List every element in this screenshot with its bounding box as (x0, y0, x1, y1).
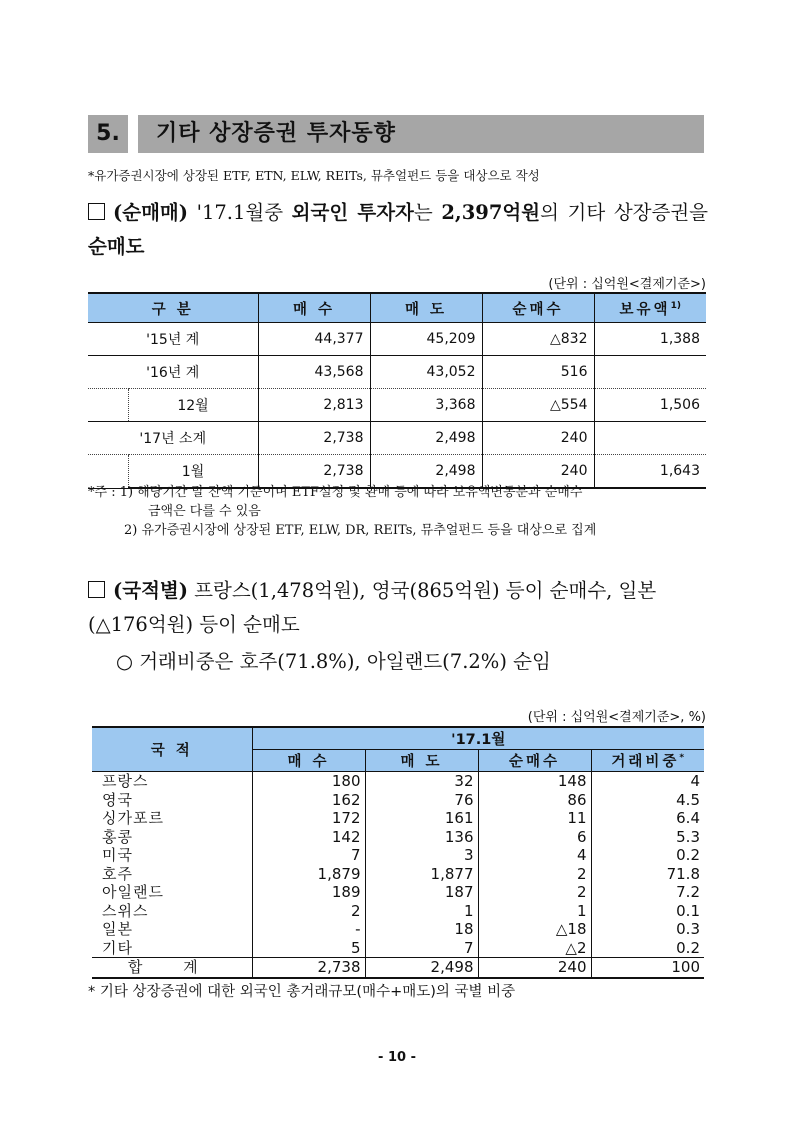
cell-sell: 32 (365, 772, 478, 791)
cell-net: 516 (482, 356, 594, 389)
cell-net: 6 (478, 828, 591, 847)
scope-note: *유가증권시장에 상장된 ETF, ETN, ELW, REITs, 뮤추얼펀드 등을 대상으로 작성 (88, 168, 540, 183)
table2-footnote: * 기타 상장증권에 대한 외국인 총거래규모(매수+매도)의 국별 비중 (88, 984, 516, 1000)
paragraph-net-trading (88, 196, 708, 264)
cell-country: 프랑스 (102, 772, 149, 791)
cell-buy: 2,813 (258, 389, 370, 422)
note-prefix: *주 : (88, 485, 120, 500)
page-number: - 10 - (378, 1050, 416, 1065)
col-header-net: 순매수 (478, 750, 591, 772)
table-row (92, 828, 704, 847)
cell-net: 148 (478, 772, 591, 791)
para1-bold-netsell: 순매도 (88, 235, 145, 258)
cell-buy: 43,568 (258, 356, 370, 389)
col-header-holdings (594, 293, 706, 323)
cell-net: 11 (478, 809, 591, 828)
table1-unit: (단위 : 십억원<결제기준>) (548, 277, 706, 292)
cell-sell: 76 (365, 791, 478, 810)
cell-country: 싱가포르 (102, 809, 164, 828)
cell-country: 일본 (102, 920, 133, 939)
cell-buy: 44,377 (258, 323, 370, 356)
cell-net: △832 (482, 323, 594, 356)
note-1-text: 1) 해당기간 말 잔액 기준이며 ETF설정 및 환매 등에 따라 보유액변동분과 순매수 (119, 485, 583, 500)
cell-net: △554 (482, 389, 594, 422)
cell-buy: 2,738 (258, 455, 370, 489)
table-row (88, 323, 706, 356)
table-row (92, 902, 704, 921)
cell-net: 240 (478, 958, 591, 978)
cell-buy: 189 (252, 883, 365, 902)
cell-country: 미국 (102, 846, 133, 865)
net-trading-table (88, 292, 706, 489)
para1-text: 는 (413, 201, 442, 224)
cell-share: 0.2 (591, 939, 704, 958)
table-row (92, 883, 704, 902)
cell-sell: 43,052 (370, 356, 482, 389)
cell-net: 2 (478, 865, 591, 884)
table2-unit: (단위 : 십억원<결제기준>, %) (527, 710, 706, 725)
para1-text: 의 기타 상장증권을 (540, 201, 709, 224)
table-row (92, 846, 704, 865)
para2-tag: (국적별) (113, 579, 188, 602)
cell-holdings: 1,388 (594, 323, 706, 356)
col-header-buy: 매 수 (252, 750, 365, 772)
row-label: '16년 계 (88, 356, 258, 389)
cell-holdings: 1,506 (594, 389, 706, 422)
cell-country: 합 계 (92, 958, 252, 978)
holdings-label: 보유액 (619, 301, 671, 318)
col-header-buy: 매 수 (258, 293, 370, 323)
table-row (92, 865, 704, 884)
cell-country: 홍콩 (102, 827, 133, 846)
cell-share: 6.4 (591, 809, 704, 828)
row-label: '15년 계 (88, 323, 258, 356)
col-header-net: 순매수 (482, 293, 594, 323)
cell-sell: 1 (365, 902, 478, 921)
note-1 (88, 483, 596, 502)
paragraph-trade-share: ○ 거래비중은 호주(71.8%), 아일랜드(7.2%) 순임 (116, 650, 551, 673)
cell-buy: 5 (252, 939, 365, 958)
cell-country: 기타 (102, 938, 133, 957)
cell-sell: 3 (365, 846, 478, 865)
cell-buy: 1,879 (252, 865, 365, 884)
para1-bold-investor: 외국인 투자자 (291, 201, 414, 224)
table-header-row (92, 727, 704, 750)
table-header-row (88, 293, 706, 323)
table-row (88, 389, 706, 422)
para1-text: '17.1월중 (187, 201, 292, 224)
cell-country: 호주 (102, 864, 133, 883)
footnote-mark: 1) (670, 300, 681, 311)
table1-notes (88, 483, 596, 540)
cell-sell: 3,368 (370, 389, 482, 422)
table-row (88, 356, 706, 389)
cell-net: △18 (478, 920, 591, 939)
cell-buy: 7 (252, 846, 365, 865)
cell-net: 240 (482, 455, 594, 489)
row-label: 12월 (128, 389, 258, 422)
cell-share: 5.3 (591, 828, 704, 847)
col-header-nationality: 국 적 (92, 727, 252, 772)
para1-bold-amount: 2,397억원 (441, 201, 541, 224)
para2-text: 프랑스(1,478억원), 영국(865억원) 등이 순매수, 일본(△176억원) 등이 순매도 (88, 579, 657, 636)
cell-buy: 172 (252, 809, 365, 828)
table-row (92, 939, 704, 958)
cell-buy: - (252, 920, 365, 939)
cell-net: 4 (478, 846, 591, 865)
col-header-share (591, 750, 704, 772)
cell-holdings (594, 422, 706, 455)
cell-sell: 161 (365, 809, 478, 828)
cell-net: 86 (478, 791, 591, 810)
cell-share: 71.8 (591, 865, 704, 884)
para1-tag: (순매매) (113, 201, 188, 224)
share-label: 거래비중 (611, 754, 680, 770)
cell-sell: 7 (365, 939, 478, 958)
note-2: 2) 유가증권시장에 상장된 ETF, ELW, DR, REITs, 뮤추얼펀드 등을 대상으로 집계 (124, 523, 597, 538)
section-title: 기타 상장증권 투자동향 (138, 115, 704, 153)
note-1-continued: 금액은 다를 수 있음 (148, 504, 261, 519)
paragraph-by-nationality (88, 574, 708, 642)
cell-buy: 2,738 (252, 958, 365, 978)
cell-sell: 1,877 (365, 865, 478, 884)
col-header-period: '17.1월 (252, 727, 704, 750)
cell-country: 아일랜드 (102, 883, 164, 902)
cell-share: 4 (591, 772, 704, 791)
table-row (92, 920, 704, 939)
col-header-category: 구 분 (88, 293, 258, 323)
cell-buy: 2 (252, 902, 365, 921)
cell-share: 4.5 (591, 791, 704, 810)
cell-sell: 45,209 (370, 323, 482, 356)
cell-net: 1 (478, 902, 591, 921)
cell-sell: 2,498 (365, 958, 478, 978)
cell-buy: 180 (252, 772, 365, 791)
table-row (88, 422, 706, 455)
cell-sell: 136 (365, 828, 478, 847)
cell-sell: 18 (365, 920, 478, 939)
cell-sell: 2,498 (370, 455, 482, 489)
checkbox-bullet-icon (88, 203, 105, 220)
cell-country: 영국 (102, 790, 133, 809)
cell-holdings (594, 356, 706, 389)
col-header-sell: 매 도 (370, 293, 482, 323)
checkbox-bullet-icon (88, 581, 105, 598)
cell-buy: 162 (252, 791, 365, 810)
cell-share: 0.1 (591, 902, 704, 921)
cell-net: 240 (482, 422, 594, 455)
cell-holdings: 1,643 (594, 455, 706, 489)
table-row (92, 772, 704, 791)
col-header-sell: 매 도 (365, 750, 478, 772)
section-number: 5. (88, 115, 128, 153)
cell-share: 0.3 (591, 920, 704, 939)
cell-share: 0.2 (591, 846, 704, 865)
cell-sell: 2,498 (370, 422, 482, 455)
cell-share: 7.2 (591, 883, 704, 902)
nationality-table (92, 726, 704, 979)
footnote-mark: * (679, 753, 685, 764)
cell-net: 2 (478, 883, 591, 902)
cell-sell: 187 (365, 883, 478, 902)
table-row (92, 791, 704, 810)
indent-spacer (88, 389, 128, 422)
table-row (92, 809, 704, 828)
cell-share: 100 (591, 958, 704, 978)
cell-country: 스위스 (102, 901, 149, 920)
cell-buy: 2,738 (258, 422, 370, 455)
cell-buy: 142 (252, 828, 365, 847)
total-row (92, 958, 704, 978)
row-label: '17년 소계 (88, 422, 258, 455)
row-label: 1월 (128, 455, 258, 489)
cell-net: △2 (478, 939, 591, 958)
